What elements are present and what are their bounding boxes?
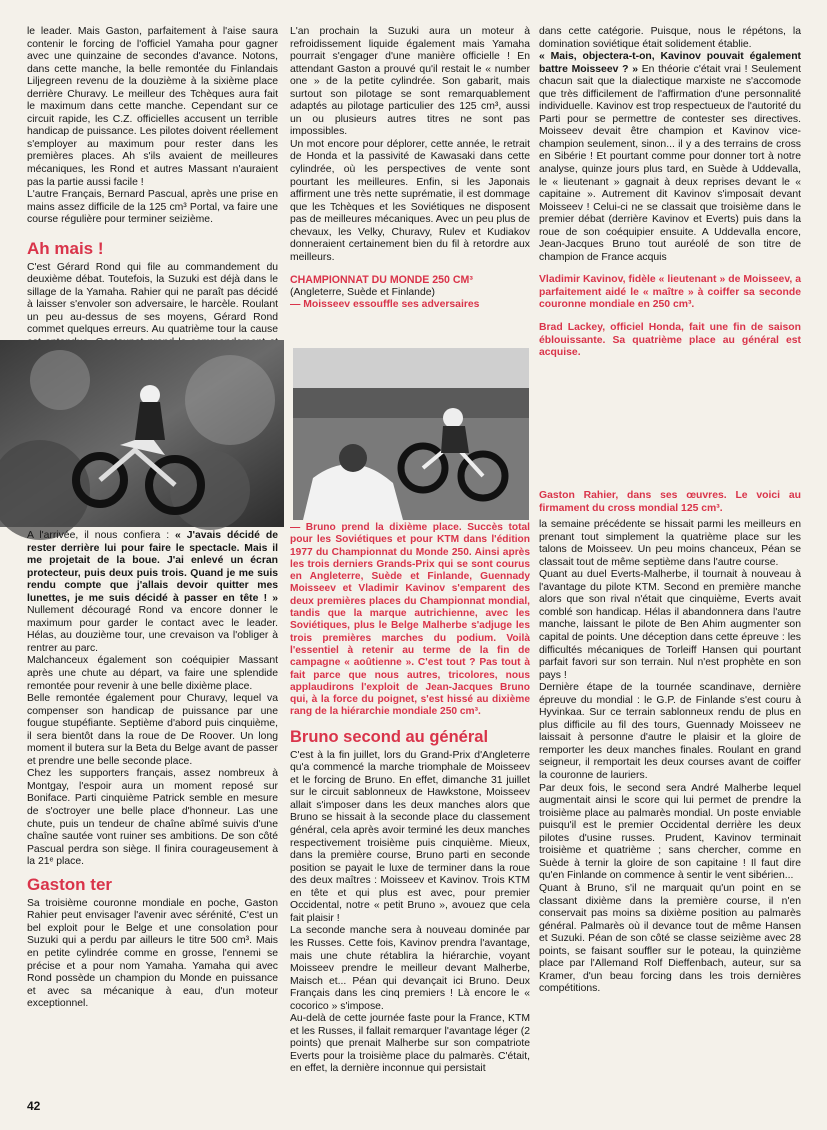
paragraph: Yamaha qui avec Rond possède un champion du Monde en puissance et avec sa mécanique à eau, d'un moteur exceptionnel.	[27, 960, 278, 1010]
paragraph: Nullement découragé Rond va encore donner le maximum pour garder le contact avec le leader. Hélas, au douzième tour, une crevaison va l'obliger à rentrer au parc.	[27, 605, 278, 654]
photo-rahier-jump	[0, 340, 284, 527]
paragraph: C'est Gérard Rond qui file au commandement du deuxième débat. Toutefois, la Suzuki est déjà dans le sillage de la Yamaha. Rahier qui ne paraît pas décidé à laisser s'envoler son adversaire, le harcèle. Roulant un peu au-dessus de ses moyens, Gérard Rond commet quelques erreurs. Au quatrième tour la cause	[27, 261, 278, 336]
column-2	[290, 26, 530, 312]
paragraph: la semaine précédente se hissait parmi les meilleurs en prenant tout simplement la quatrième place sur les talons de Moisseev. Un peu moins chanceux, Péan se classait tout de même septième dans l'autre course.	[539, 519, 801, 568]
subheading-countries: (Angleterre, Suède et Finlande)	[290, 286, 435, 298]
column-1-lower	[27, 530, 278, 1011]
photo-caption-lackey: Brad Lackey, officiel Honda, fait une fin de saison éblouissante. Sa quatrième place au général est acquise.	[539, 322, 801, 359]
heading-gaston-ter: Gaston ter	[27, 874, 113, 894]
paragraph: Dernière étape de la tournée scandinave, dernière épreuve du mondial : le G.P. de Finlande s'est couru à Hyvinkaa. Sur ce terrain sablonneux rendu de plus en plus difficile au fil des tours, Guennady Moisseev ne laissait à personne d'autre le plaisir et la gloire de remporter les deux manches finales. Roulant en grand seigneur, il remportait les deux courses avant de coiffer la couronne de lauriers.	[539, 682, 801, 782]
photo-caption-rahier: Gaston Rahier, dans ses œuvres. Le voici au firmament du cross mondial 125 cm³.	[539, 490, 801, 514]
paragraph: La seconde manche sera à nouveau dominée par les Russes. Cette fois, Kavinov prendra l'avantage, mais une chute rétablira la hiérarchie, voyant Moisseev prendre le meilleur devant Malherbe, Maisch et... Péan qui devançait ici Bruno. Deux Français dans les cinq premiers ! Là encore le « cocorico » s'impose.	[290, 925, 530, 1012]
paragraph: Quant au duel Everts-Malherbe, il tournait à nouveau à l'avantage du pilote KTM. Second en première manche alors que son rival n'était que cinquième, Everts avait comblé son handicap. Hélas il abandonnera dans l'autre manche, laissant le pilote de Ben Ahim augmenter son capital de points. Une déception dans cette épreuve : les difficultés mécaniques de Torleiff Hansen qui pourtant parfait favori sur son terrain. Nul n'est prophète en son pays !	[539, 569, 801, 681]
paragraph: le leader. Mais Gaston, parfaitement à l'aise saura contenir le forcing de l'officiel Yamaha pour gagner avec une quinzaine de secondes d'avance. Notons, dans cette manche, la belle remontée du Finlandais Liljegreen revenu de la douzième à la sixième place derrière Churavy. Le meilleur des Tchèques aura fait le maximum dans cette manche. Cependant sur ce circuit rapide, les C.Z. officielles accusent un terrible handicap de puissance. Les pilotes doivent réellement s'employer au maximum pour rester dans les premières places. Ah s'ils avaient de meilleures mécaniques, les Rond et autres Massant n'auraient pas la partie aussi facile !	[27, 26, 278, 188]
quote-question: « Mais, objectera-t-on, Kavinov pouvait également battre Moisseev ? »	[539, 51, 801, 75]
heading-championnat: CHAMPIONNAT DU MONDE 250 CM³	[290, 274, 473, 287]
page-number: 42	[27, 1099, 41, 1113]
paragraph: Par deux fois, le second sera André Malherbe lequel augmentait ainsi le score qui lui permet de prendre la troisième place au palmarès mondial. Un poste enviable puisqu'il est le premier Occidental derrière les deux pilotes d'usine russes. Prudent, Kavinov terminait troisième et quatrième ; sans chercher, comme en Suède à ternir la gloire de son capitaine ! Il faut dire qu'en Finlande on commence à sentir le vent sibérien...	[539, 782, 801, 882]
column-2-lower	[290, 522, 530, 1076]
column-3	[539, 26, 801, 360]
paragraph: dans cette catégorie. Puisque, nous le répétons, la domination soviétique était solidement établie.	[539, 26, 801, 50]
quote-intro: A l'arrivée, il nous confiera :	[27, 530, 176, 541]
paragraph: Un mot encore pour déplorer, cette année, le retrait de Honda et la passivité de Kawasaki dans cette cylindrée, où les perspectives de vente sont pourtant les meilleures. Enfin, si les Japonais affirment une très nette suprématie, il est dommage que les Tchèques et les Soviétiques ne disposent pas de meilleures mécaniques. Avec un peu plus de chevaux, les Velky, Churavy, Rulev et Kudiakov donneraient certainement bien du fil à retordre aux meilleurs.	[290, 138, 530, 263]
heading-bruno-second: Bruno second au général	[290, 727, 489, 746]
paragraph: Malchanceux également son coéquipier Massant après une chute au départ, va faire une splendide remontée pour revenir à une belle dixième place.	[27, 655, 278, 692]
photo-caption-bruno: — Bruno prend la dixième place. Succès total pour les Soviétiques et pour KTM dans l'édition 1977 du Championnat du Monde 250. Ainsi après les trois derniers Grands-Prix qui se sont courus en Angleterre, Suède et Finlande, Guennady Moisseev et Vladimir Kavinov s'emparent des deux premières places du Championnat mondial, tandis que la marque autrichienne, avec les Soviétiques, plus le Belge Malherbe s'adjuge les trois premières marches du podium. Voilà l'essentiel à retenir au terme de la fin de campagne « aoûtienne ». C'est tout ? Pas tout à fait parce que nous autres, tricolores, nous applaudirons l'exploit de Jean-Jacques Bruno qui, à la force du poignet, s'est hissé au dixième rang de la hiérarchie mondiale 250 cm³.	[290, 522, 530, 718]
paragraph: Au-delà de cette journée faste pour la France, KTM et les Russes, il fallait remarquer l'avantage léger (2 points) que prenait Malherbe sur son compatriote Everts pour la troisième place du palmarès. C'était, en effet, la dernière inconnue qui persistait	[290, 1013, 530, 1075]
column-1	[27, 26, 278, 336]
subheading-moisseev: — Moisseev essouffle ses adversaires	[290, 299, 480, 311]
paragraph: Chez les supporters français, assez nombreux à Montgay, l'espoir aura un moment reposé sur Boniface. Parti cinquième Patrick semble en mesure de s'octroyer une belle place d'honneur. Las une chute, puis un tendeur de chaîne abîmé suivis d'une chaîne sautée vont ruiner ses ambitions. De son côté Pascual perdra son siège. Il finira courageusement à la 21ᵉ place.	[27, 768, 278, 868]
paragraph: En théorie c'était vrai ! Seulement chacun sait que la dialectique marxiste ne s'accomode que très difficilement de l'affirmation d'une personnalité individuelle. Kavinov est trop respectueux de l'autorité du Parti pour se permettre de contester ses directives. Moisseev devait être champion et Kavinov vice-champion seulement, sinon... il y a des terrains de cross en Sibérie ! Et pourtant comme pour donner tort à notre analyse, quinze jours plus tard, en Suède à Uddevalla, le « lieutenant » gagnait à deux reprises devant le « capitaine ». Autrement dit Kavinov s'imposait devant Moisseev ! Celui-ci ne se classait que troisième dans le premier débat (derrière Kavinov et Everts) puis dans la roue de son coéquipier ensuite. A Uddevalla encore, Jean-Jacques Bruno tout auréolé de son titre de champion de France acquis	[539, 63, 801, 263]
photo-caption-kavinov: Vladimir Kavinov, fidèle « lieutenant » de Moisseev, a parfaitement aidé le « maître » à coiffer sa seconde couronne mondiale en 250 cm³.	[539, 274, 801, 311]
heading-ah-mais: Ah mais !	[27, 238, 104, 258]
paragraph: Sa troisième couronne mondiale en poche, Gaston Rahier peut envisager l'avenir avec sérénité, C'est un bel exploit pour le Belge et une consolation pour Suzuki qui a perdu par ailleurs le titre 500 cm³. Mais en petite cylindrée comme en grosse, l'ennemi se précise et a pour nom Yamaha.	[27, 897, 278, 972]
paragraph: Quant à Bruno, s'il ne marquait qu'un point en se classant dixième dans la première course, il n'en conservait pas moins sa dixième position au palmarès général. Palmarès où il devance tout de même Hansen et Suzuki. Péan de son côté se classe seizième avec 28 points, se faisant souffler sur le poteau, la quinzième place par l'Allemand Rolf Dieffenbach, auteur, sur sa Kramer, d'un beau forcing dans les trois dernières compétitions.	[539, 882, 801, 995]
paragraph: L'an prochain la Suzuki aura un moteur à refroidissement liquide également mais Yamaha pourrait s'engager d'une manière officielle ! En attendant Gaston a prouvé qu'il restait le « number one » de la petite cylindrée. Son gabarit, mais surtout son pilotage se sont remarquablement adaptés au pilotage particulier des 125 cm³, aussi un ou plusieurs autres titres ne sont pas impossibles.	[290, 26, 530, 138]
photo-bruno-race	[293, 348, 529, 520]
paragraph: Belle remontée également pour Churavy, lequel va compenser son handicap de puissance par une fougue stupéfiante. Septième d'abord puis cinquième, il sera bientôt dans la roue de De Roover. Un long moment il butera sur la Beta du Belge avant de passer et prendre une belle seconde place.	[27, 693, 278, 767]
paragraph: C'est à la fin juillet, lors du Grand-Prix d'Angleterre qu'a commencé la marche triomphale de Moisseev et le forcing de Bruno. En effet, dimanche 31 juillet sur le circuit sablonneux de Hawkstone, Moisseev allait s'imposer dans les deux manches alors que Bruno se hissait à la seconde place du classement général, cela après avoir terminé les deux manches respectivement troisième puis cinquième. Mieux, dans la première course, Bruno parti en seconde position se payait le luxe de terminer dans la roue des deux maîtres : Moisseev et Kavinov. Trois KTM en tête et qui plus est avec, pour premier Occidental, notre « petit Bruno », avouez que cela fait plaisir !	[290, 749, 530, 924]
column-3-lower	[539, 490, 801, 996]
quote-rahier: « J'avais décidé de rester derrière lui pour faire le spectacle. Mais il me projetait de la boue. J'ai enlevé un écran protecteur, puis deux puis trois. Quand je me suis rendu compte que j'allais devoir quitter mes lunettes, je me suis décidé à passer en tête ! »	[27, 530, 278, 604]
paragraph: L'autre Français, Bernard Pascual, après une prise en mains assez difficile de la 125 cm³ Portal, va faire une course régulière pour terminer seizième.	[27, 189, 278, 226]
